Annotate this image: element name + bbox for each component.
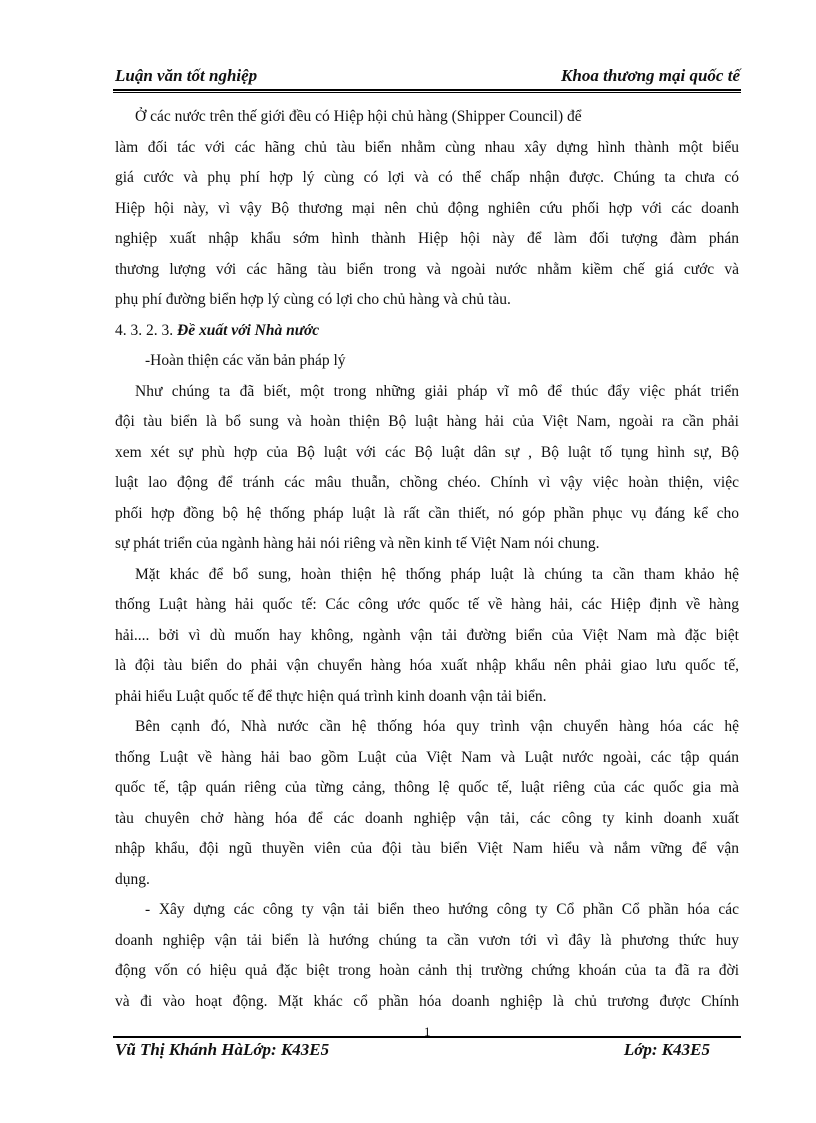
- text-line: tàu chuyên chở hàng hóa để các doanh nghiệp vận tải, các công ty kinh doanh xuất: [115, 809, 739, 827]
- section-number: 4. 3. 2. 3.: [115, 321, 174, 339]
- text-line: phụ phí đường biển hợp lý cùng có lợi cho chủ hàng và chủ tàu.: [115, 291, 511, 308]
- text-line: hải.... bởi vì dù muốn hay không, ngành vận tải đường biển của Việt Nam mà đặc biệt: [115, 626, 739, 644]
- text-line: sự phát triển của ngành hàng hải nói riêng và nền kinh tế Việt Nam nói chung.: [115, 535, 600, 552]
- text-line: và đi vào hoạt động. Mặt khác cổ phần hóa doanh nghiệp là chủ trương được Chính: [115, 992, 739, 1010]
- section-heading: [115, 316, 739, 347]
- header-faculty: Khoa thương mại quốc tế: [561, 66, 740, 85]
- paragraph-international-law: [115, 560, 739, 713]
- footer-rule: [113, 1036, 741, 1038]
- footer-author: Vũ Thị Khánh HàLớp: K43E5: [115, 1040, 330, 1059]
- text-line: dụng.: [115, 870, 150, 888]
- text-line: nghiệp xuất nhập khẩu sớm hình thành Hiệp hội này để làm đối tượng đàm phán: [115, 230, 739, 247]
- text-line: phối hợp đồng bộ hệ thống pháp luật là rất cần thiết, nó góp phần phục vụ đáng kể cho: [115, 504, 739, 522]
- text-line: thương lượng với các hãng tàu biển trong và ngoài nước nhằm kiềm chế giá cước và: [115, 260, 739, 278]
- text-line: giá cước và phụ phí hợp lý cùng có lợi và có thể chấp nhận được. Chúng ta chưa có: [115, 169, 739, 186]
- text-line: - Xây dựng các công ty vận tải biển theo hướng công ty Cổ phần Cổ phần hóa các: [145, 901, 739, 918]
- page-number: 1: [424, 1024, 431, 1039]
- text-line: quốc tế, tập quán riêng của từng cảng, thông lệ quốc tế, luật riêng của các quốc gia mà: [115, 779, 739, 796]
- page-header: [115, 66, 740, 90]
- header-rule: [113, 89, 741, 93]
- paragraph-shipper-council: [115, 102, 739, 316]
- header-thesis-title: Luận văn tốt nghiệp: [115, 66, 258, 85]
- paragraph-equitization: [115, 895, 739, 1017]
- page-footer: [115, 1040, 740, 1064]
- text-line: động vốn có hiệu quả đặc biệt trong hoàn cảnh thị trường chứng khoán của ta đã ra đời: [115, 962, 739, 979]
- sub-item-text: -Hoàn thiện các văn bản pháp lý: [145, 352, 346, 369]
- text-line: đội tàu biển là bổ sung và hoàn thiện Bộ luật hàng hải của Việt Nam, ngoài ra cần phải: [115, 413, 739, 430]
- text-line: doanh nghiệp vận tải biển là hướng chúng ta cần vươn tới vì đây là phương thức huy: [115, 931, 739, 949]
- section-title: Đề xuất với Nhà nước: [177, 321, 320, 339]
- footer-class: Lớp: K43E5: [623, 1040, 710, 1059]
- paragraph-systematization: [115, 712, 739, 895]
- text-line: làm đối tác với các hãng chủ tàu biển nhằm cùng nhau xây dựng hình thành một biểu: [115, 138, 739, 156]
- text-line: Như chúng ta đã biết, một trong những giải pháp vĩ mô để thúc đẩy việc phát triển: [135, 382, 739, 400]
- text-line: Hiệp hội này, vì vậy Bộ thương mại nên chủ động nghiên cứu phối hợp với các doanh: [115, 199, 739, 217]
- text-line: thống Luật hàng hải quốc tế: Các công ước quốc tế về hàng hải, các Hiệp định về hàng: [115, 596, 739, 613]
- text-line: Bên cạnh đó, Nhà nước cần hệ thống hóa quy trình vận chuyển hàng hóa các hệ: [135, 718, 739, 735]
- document-body: [115, 102, 739, 1017]
- paragraph-legal-framework: [115, 377, 739, 560]
- text-line: thống Luật về hàng hải bao gồm Luật của Việt Nam và Luật nước ngoài, các tập quán: [115, 748, 739, 766]
- text-line: luật lao động để tránh các mâu thuẫn, chồng chéo. Chính vì vậy việc hoàn thiện, việc: [115, 474, 739, 491]
- text-line: xem xét sự phù hợp của Bộ luật với các Bộ luật dân sự , Bộ luật tố tụng hình sự, Bộ: [115, 443, 739, 461]
- text-line: Mặt khác để bổ sung, hoàn thiện hệ thống pháp luật là chúng ta cần tham khảo hệ: [135, 565, 739, 583]
- text-line: nhập khẩu, đội ngũ thuyền viên của đội tàu biển Việt Nam hiểu và nắm vững để vận: [115, 840, 739, 857]
- text-line: phải hiểu Luật quốc tế để thực hiện quá trình kinh doanh vận tải biển.: [115, 687, 547, 705]
- text-line: Ở các nước trên thế giới đều có Hiệp hội chủ hàng (Shipper Council) để: [135, 108, 582, 125]
- sub-item: [115, 346, 739, 377]
- text-line: là đội tàu biển do phải vận chuyển hàng hóa xuất nhập khẩu nên phải giao lưu quốc tế,: [115, 657, 739, 674]
